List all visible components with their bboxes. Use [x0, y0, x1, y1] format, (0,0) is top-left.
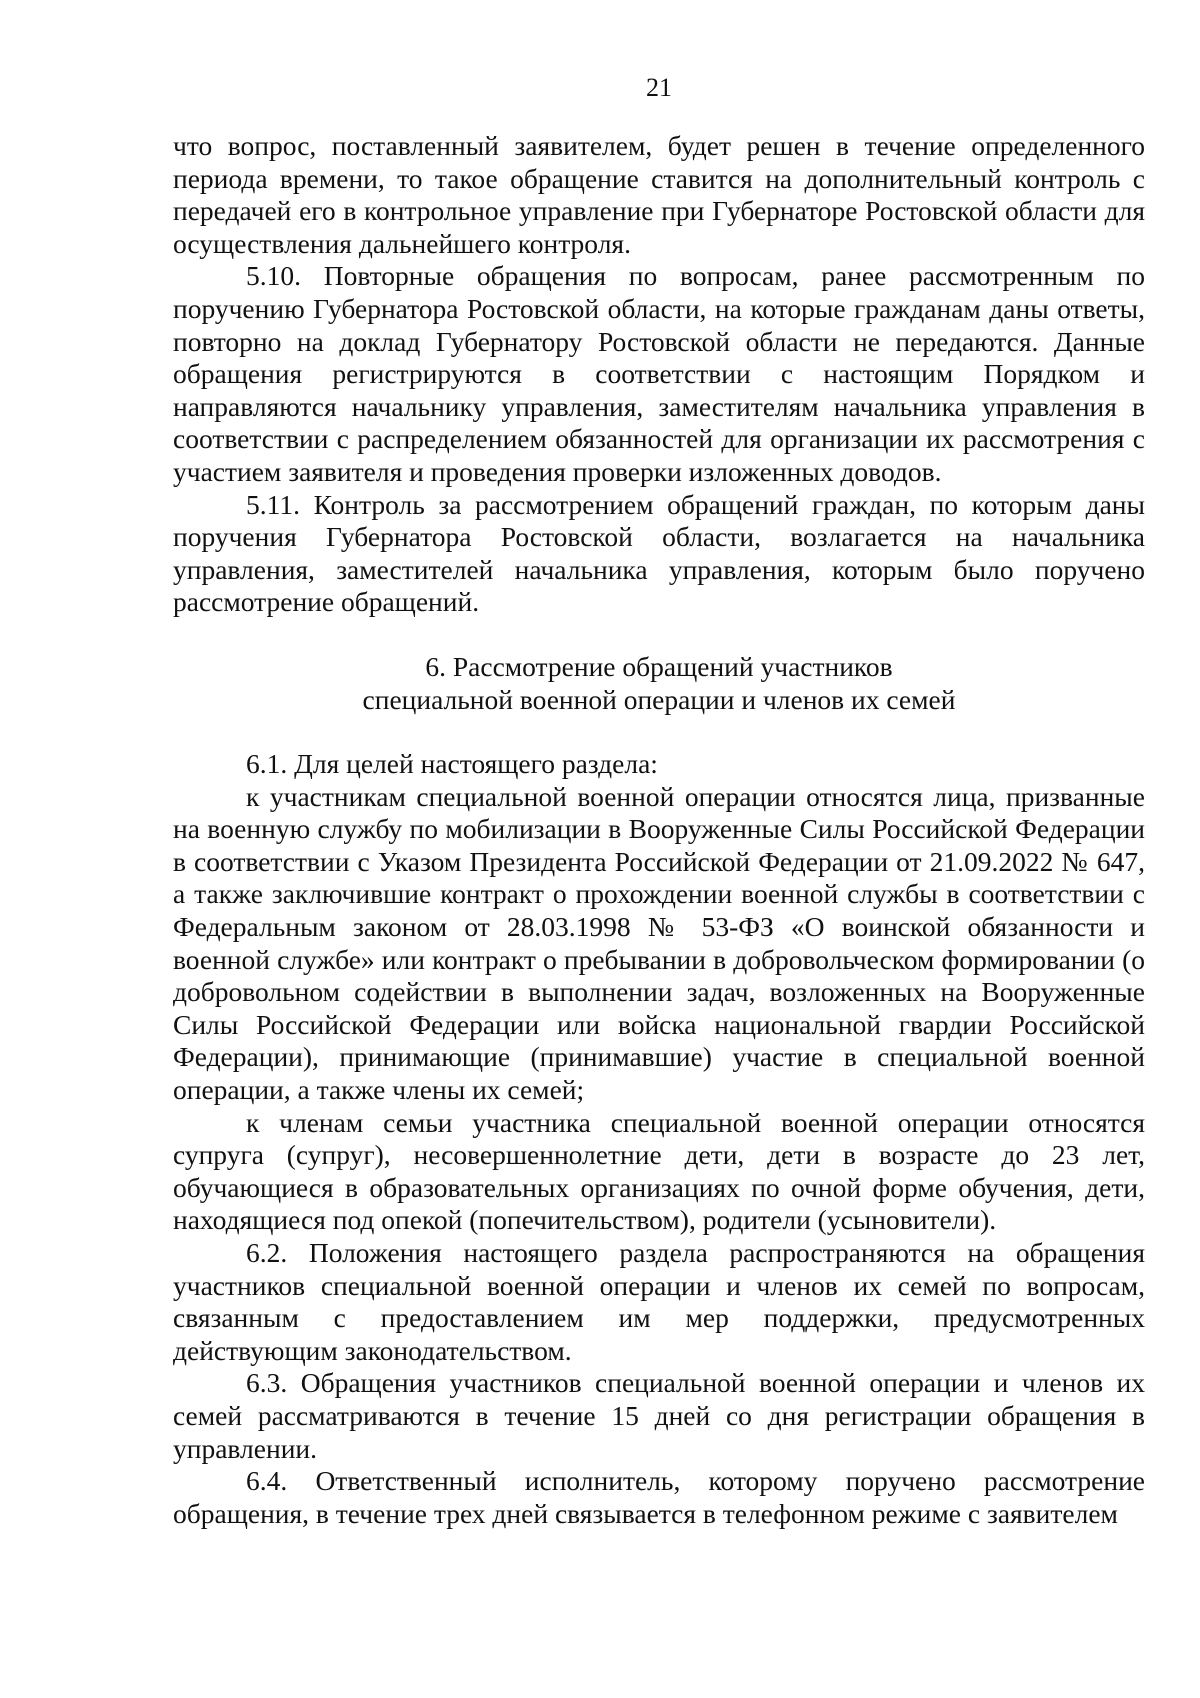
section-heading-line-2: специальной военной операции и членов их семей [362, 683, 956, 715]
paragraph-family-members-definition: к членам семьи участника специальной военной операции относятся супруга (супруг), несовершеннолетние дети, дети в возрасте до 23 лет, обучающиеся в образовательных организациях по очной форме обучения, дети, находящиеся под опекой (попечительством), родители (усыновители). [173, 1106, 1145, 1236]
paragraph-6-2: 6.2. Положения настоящего раздела распространяются на обращения участников специальной военной операции и членов их семей по вопросам, связанным с предоставлением им мер поддержки, предусмотренных действующим законодательством. [173, 1237, 1145, 1366]
section-heading [173, 651, 1145, 716]
page-number: 21 [646, 73, 672, 102]
paragraph-5-11: 5.11. Контроль за рассмотрением обращений граждан, по которым даны поручения Губернатора Ростовской области, возлагается на начальника управления, заместителей начальника управления, которым было поручено рассмотрение обращений. [173, 488, 1145, 618]
paragraph-6-4: 6.4. Ответственный исполнитель, которому поручено рассмотрение обращения, в течение трех дней связывается в телефонном режиме с заявителем [173, 1465, 1145, 1529]
section-heading-line-1: 6. Рассмотрение обращений участников [425, 650, 893, 682]
document-body [173, 130, 1145, 1530]
paragraph-5-10: 5.10. Повторные обращения по вопросам, ранее рассмотренным по поручению Губернатора Ростовской области, на которые гражданам даны ответы, повторно на доклад Губернатору Ростовской области не передаются. Данные обращения регистрируются в соответствии с настоящим Порядком и направляются начальнику управления, заместителям начальника управления в соответствии с распределением обязанностей для организации их рассмотрения с участием заявителя и проведения проверки изложенных доводов. [173, 260, 1145, 487]
paragraph-6-3: 6.3. Обращения участников специальной военной операции и членов их семей рассматриваются в течение 15 дней со дня регистрации обращения в управлении. [173, 1367, 1145, 1464]
paragraph-continuation: что вопрос, поставленный заявителем, будет решен в течение определенного периода времени, то такое обращение ставится на дополнительный контроль с передачей его в контрольное управление при Губернаторе Ростовской области для осуществления дальнейшего контроля. [173, 130, 1145, 259]
paragraph-svo-participants-definition: к участникам специальной военной операции относятся лица, призванные на военную службу по мобилизации в Вооруженные Силы Российской Федерации в соответствии с Указом Президента Российской Федерации от 21.09.2022 № 647, а также заключившие контракт о прохождении военной службы в соответствии с Федеральным законом от 28.03.1998 № 53-ФЗ «О воинской обязанности и военной службе» или контракт о пребывании в добровольческом формировании (о добровольном содействии в выполнении задач, возложенных на Вооруженные Силы Российской Федерации или войска национальной гвардии Российской Федерации), принимающие (принимавшие) участие в специальной военной операции, а также члены их семей; [173, 780, 1145, 1106]
paragraph-6-1: 6.1. Для целей настоящего раздела: [246, 748, 658, 780]
